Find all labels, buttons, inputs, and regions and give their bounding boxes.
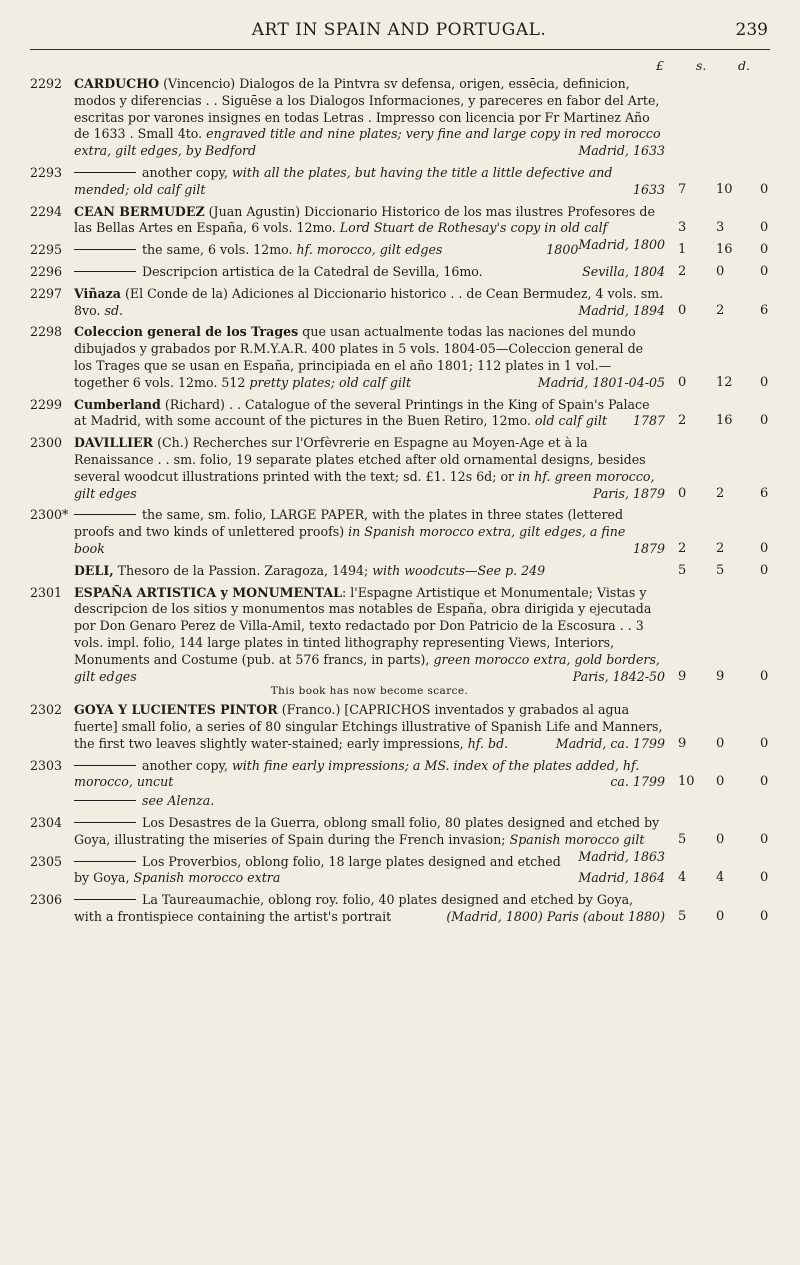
pounds: 3 — [678, 220, 687, 236]
catalogue-entry — [30, 507, 770, 557]
pounds: 2 — [678, 540, 687, 556]
ditto-dash — [74, 765, 136, 766]
imprint: Madrid, 1894 — [578, 302, 665, 318]
pence: 0 — [760, 540, 769, 556]
entry-binding-note: with fine early impressions; a MS. index of the plates added, hf. morocco, uncut — [74, 757, 640, 790]
lot-number: 2298 — [30, 324, 63, 340]
catalogue-entry — [30, 165, 770, 199]
shillings: 2 — [716, 540, 725, 556]
catalogue-entry — [30, 854, 770, 888]
ditto-dash — [74, 172, 136, 173]
lot-number: 2302 — [30, 702, 63, 718]
pounds: 0 — [678, 302, 687, 318]
ditto-dash — [74, 514, 136, 515]
lot-number: 2296 — [30, 263, 63, 279]
lot-number: 2306 — [30, 892, 63, 908]
entry-description — [74, 242, 665, 259]
entry-title: CEAN BERMUDEZ — [74, 203, 205, 219]
entry-text: : l'Espagne Artistique et Monumentale; Vistas y descripcion de los sitios y monumentos mas notables de España, obra dirigida y ejecutada por Don Genaro Perez de Villa-Amil, texto redactado por Don Patricio de la Escosura . . 3 vols. impl. folio, 144 large plates in tinted lithography representing Views, Interiors, Monuments and Costume (pub. at 576 francs, in parts), — [74, 584, 652, 667]
entry-binding-note: green morocco extra, gold borders, gilt edges — [74, 651, 660, 684]
ditto-dash — [74, 800, 136, 801]
pounds: 10 — [678, 774, 695, 790]
entry-title: Viñaza — [74, 285, 121, 301]
imprint: Paris, 1842-50 — [572, 668, 665, 684]
see-text: see Alenza. — [142, 793, 215, 809]
ditto-dash — [74, 249, 136, 250]
entry-text: Thesoro de la Passion. Zaragoza, 1494; — [113, 562, 373, 578]
lot-number: 2304 — [30, 815, 63, 831]
entry-binding-note: old calf gilt — [534, 413, 607, 429]
entry-binding-note: pretty plates; old calf gilt — [249, 374, 412, 390]
lot-number: 2299 — [30, 396, 63, 412]
entry-binding-note: Spanish morocco extra — [133, 870, 281, 886]
pence: 0 — [760, 668, 769, 684]
imprint: Paris, 1879 — [593, 485, 665, 501]
entry-text: another copy, — [142, 757, 232, 773]
entry-description — [74, 854, 665, 888]
shillings: 0 — [716, 735, 725, 751]
ditto-dash — [74, 271, 136, 272]
imprint: 1800 — [546, 242, 579, 258]
entry-binding-note: hf. morocco, gilt edges — [296, 242, 443, 258]
entry-text: another copy, — [142, 164, 232, 180]
pounds: 0 — [678, 485, 687, 501]
catalogue-entry — [30, 242, 770, 259]
imprint: 1787 — [632, 413, 665, 429]
entry-text: Los Desastres de la Guerra, oblong small folio, 80 plates designed and etched by Goya, illustrating the miseries of Spain during the French invasion; — [74, 815, 660, 847]
entry-description — [74, 397, 665, 431]
imprint: Madrid, ca. 1799 — [555, 735, 665, 751]
entry-binding-note: sd. — [104, 302, 124, 318]
pounds-heading: £ — [656, 58, 664, 73]
entry-binding-note: with woodcuts—See p. 249 — [372, 562, 546, 578]
entry-text: (Juan Agustin) Diccionario Historico de los mas ilustres Profesores de las Bellas Artes en España, 6 vols. 12mo. — [74, 203, 655, 236]
entry-description — [74, 76, 665, 160]
pence-heading: d. — [738, 58, 750, 73]
entry-description — [74, 435, 665, 502]
shillings: 4 — [716, 870, 725, 886]
lot-number: 2300* — [30, 507, 69, 523]
entry-title: GOYA Y LUCIENTES PINTOR — [74, 702, 278, 718]
entry-text: (Richard) . . Catalogue of the several Printings in the King of Spain's Palace at Madrid, with some account of the pictures in the Buen Retiro, 12mo. — [74, 396, 650, 429]
shillings-heading: s. — [696, 58, 707, 73]
imprint: ca. 1799 — [610, 774, 665, 790]
entry-text: (El Conde de la) Adiciones al Diccionario historico . . de Cean Bermudez, 4 vols. sm. 8vo. — [74, 285, 664, 318]
shillings: 2 — [716, 485, 725, 501]
catalogue-entry — [30, 264, 770, 281]
imprint: 1633 — [632, 181, 665, 197]
lot-number: 2305 — [30, 853, 63, 869]
imprint: 1879 — [632, 540, 665, 556]
shillings: 16 — [716, 242, 733, 258]
entry-description — [74, 585, 665, 686]
pence: 0 — [760, 220, 769, 236]
pounds: 7 — [678, 181, 687, 197]
pounds: 2 — [678, 413, 687, 429]
shillings: 10 — [716, 181, 733, 197]
scarcity-note: This book has now become scarce. — [270, 685, 469, 698]
shillings: 16 — [716, 413, 733, 429]
pence: 0 — [760, 735, 769, 751]
imprint: (Madrid, 1800) Paris (about 1880) — [446, 909, 665, 925]
pence: 0 — [760, 374, 769, 390]
shillings: 12 — [716, 374, 733, 390]
catalogue-entry — [30, 892, 770, 926]
ditto-dash — [74, 899, 136, 900]
entry-title: Cumberland — [74, 396, 161, 412]
entry-title: CARDUCHO — [74, 76, 160, 91]
catalogue-entry — [30, 563, 770, 580]
catalogue-entry — [30, 397, 770, 431]
entry-binding-note: with all the plates, but having the title a little defective and mended; old calf gilt — [74, 164, 613, 197]
pence: 0 — [760, 831, 769, 847]
entry-text: (Vincencio) Dialogos de la Pintvra sv defensa, origen, essēcia, definicion, modos y diferencias . . Siguēse a los Dialogos Informaciones, y pareceres en fabor del Arte, escritas por varones insignes en todas Letras . Impresso con licencia por Fr Martinez Año de 1633 . Small 4to. — [74, 76, 660, 142]
entry-title: Coleccion general de los Trages — [74, 324, 299, 340]
catalogue-entry — [30, 702, 770, 752]
pounds: 9 — [678, 668, 687, 684]
catalogue-entry — [30, 286, 770, 320]
entry-description — [74, 324, 665, 391]
entry-title: DAVILLIER — [74, 435, 154, 451]
shillings: 5 — [716, 562, 725, 578]
entry-text: Los Proverbios, oblong folio, 18 large plates designed and etched by Goya, — [74, 853, 561, 886]
pence: 0 — [760, 242, 769, 258]
pounds: 0 — [678, 374, 687, 390]
entry-text: La Taureaumachie, oblong roy. folio, 40 plates designed and etched by Goya, with a frontispiece containing the artist's portrait — [74, 892, 634, 925]
lot-number: 2292 — [30, 76, 63, 91]
imprint: Madrid, 1864 — [578, 870, 665, 886]
shillings: 3 — [716, 220, 725, 236]
page-header — [30, 20, 768, 42]
pence: 0 — [760, 413, 769, 429]
see-reference — [74, 793, 770, 810]
catalogue-entry — [30, 324, 770, 391]
entry-binding-note: in Spanish morocco extra, gilt edges, a fine book — [74, 524, 626, 556]
pence: 0 — [760, 774, 769, 790]
pounds: 5 — [678, 562, 687, 578]
catalogue-entry — [30, 758, 770, 792]
entry-description — [74, 165, 665, 199]
entry-description — [74, 758, 665, 792]
entry-gap — [30, 926, 770, 931]
pence: 0 — [760, 870, 769, 886]
shillings: 0 — [716, 831, 725, 847]
ditto-dash — [74, 822, 136, 823]
header-rule — [30, 49, 770, 50]
shillings: 9 — [716, 668, 725, 684]
pounds: 4 — [678, 870, 687, 886]
imprint: Madrid, 1800 — [578, 237, 665, 253]
pounds: 9 — [678, 735, 687, 751]
entry-description — [74, 286, 665, 320]
entry-text: the same, 6 vols. 12mo. — [142, 242, 297, 258]
pounds: 5 — [678, 831, 687, 847]
catalogue-entry — [30, 435, 770, 502]
entry-binding-note: in hf. green morocco, gilt edges — [74, 468, 655, 501]
entry-description — [74, 507, 665, 557]
shillings: 0 — [716, 774, 725, 790]
pence: 0 — [760, 909, 769, 925]
running-head: ART IN SPAIN AND PORTUGAL. — [251, 20, 547, 40]
entry-text: Descripcion artistica de la Catedral de Sevilla, 16mo. — [142, 263, 487, 279]
shillings: 0 — [716, 909, 725, 925]
entry-title: ESPAÑA ARTISTICA y MONUMENTAL — [74, 584, 342, 600]
lot-number: 2294 — [30, 203, 63, 219]
entry-description — [74, 563, 665, 580]
catalogue-entries — [30, 76, 770, 931]
imprint: Madrid, 1863 — [578, 848, 665, 864]
shillings: 2 — [716, 302, 725, 318]
entry-description — [74, 892, 665, 926]
shillings: 0 — [716, 263, 725, 279]
entry-description — [74, 702, 665, 752]
entry-binding-note: Lord Stuart de Rothesay's copy in old calf — [339, 220, 608, 236]
page-number: 239 — [735, 20, 768, 40]
pounds: 2 — [678, 263, 687, 279]
lot-number: 2303 — [30, 757, 63, 773]
lot-number: 2300 — [30, 435, 63, 451]
pence: 6 — [760, 302, 769, 318]
entry-text: (Ch.) Recherches sur l'Orfèvrerie en Espagne au Moyen-Age et à la Renaissance . . sm. folio, 19 separate plates etched after old ornamental designs, besides several woodcut illustrations printed with the text; sd. £1. 12s 6d; or — [74, 435, 646, 484]
pence: 0 — [760, 181, 769, 197]
catalogue-entry — [30, 585, 770, 686]
pence: 6 — [760, 485, 769, 501]
imprint: Madrid, 1801-04-05 — [537, 374, 665, 390]
pounds: 1 — [678, 242, 687, 258]
pence: 0 — [760, 562, 769, 578]
lot-number: 2297 — [30, 285, 63, 301]
lot-number: 2295 — [30, 242, 63, 258]
entry-binding-note: engraved title and nine plates; very fine and large copy in red morocco extra, gilt edges, by Bedford — [74, 126, 661, 159]
entry-title: DELI, — [74, 562, 114, 578]
lot-number: 2301 — [30, 584, 63, 600]
pounds: 5 — [678, 909, 687, 925]
entry-binding-note: hf. bd. — [467, 735, 509, 751]
catalogue-entry — [30, 76, 770, 160]
entry-binding-note: Spanish morocco gilt — [509, 831, 645, 847]
pence: 0 — [760, 263, 769, 279]
entry-text: the same, sm. folio, LARGE PAPER, with the plates in three states (lettered proofs and two kinds of unlettered proofs) — [74, 507, 624, 540]
entry-description — [74, 815, 665, 864]
ditto-dash — [74, 861, 136, 862]
lot-number: 2293 — [30, 164, 63, 180]
imprint: Sevilla, 1804 — [582, 263, 665, 279]
entry-text: que usan actualmente todas las naciones del mundo dibujados y grabados por R.M.Y.A.R. 400 plates in 5 vols. 1804-05—Coleccion general de los Trages que se usan en España, principiada en el año 1801; 112 plates in 1 vol.—together 6 vols. 12mo. 512 — [74, 324, 644, 390]
entry-text: (Franco.) [CAPRICHOS inventados y grabados al agua fuerte] small folio, a series of 80 singular Etchings illustrative of Spanish Life and Manners, the first two leaves slightly water-stained; early impressions, — [74, 702, 663, 751]
entry-description — [74, 264, 665, 281]
imprint: Madrid, 1633 — [578, 143, 665, 159]
